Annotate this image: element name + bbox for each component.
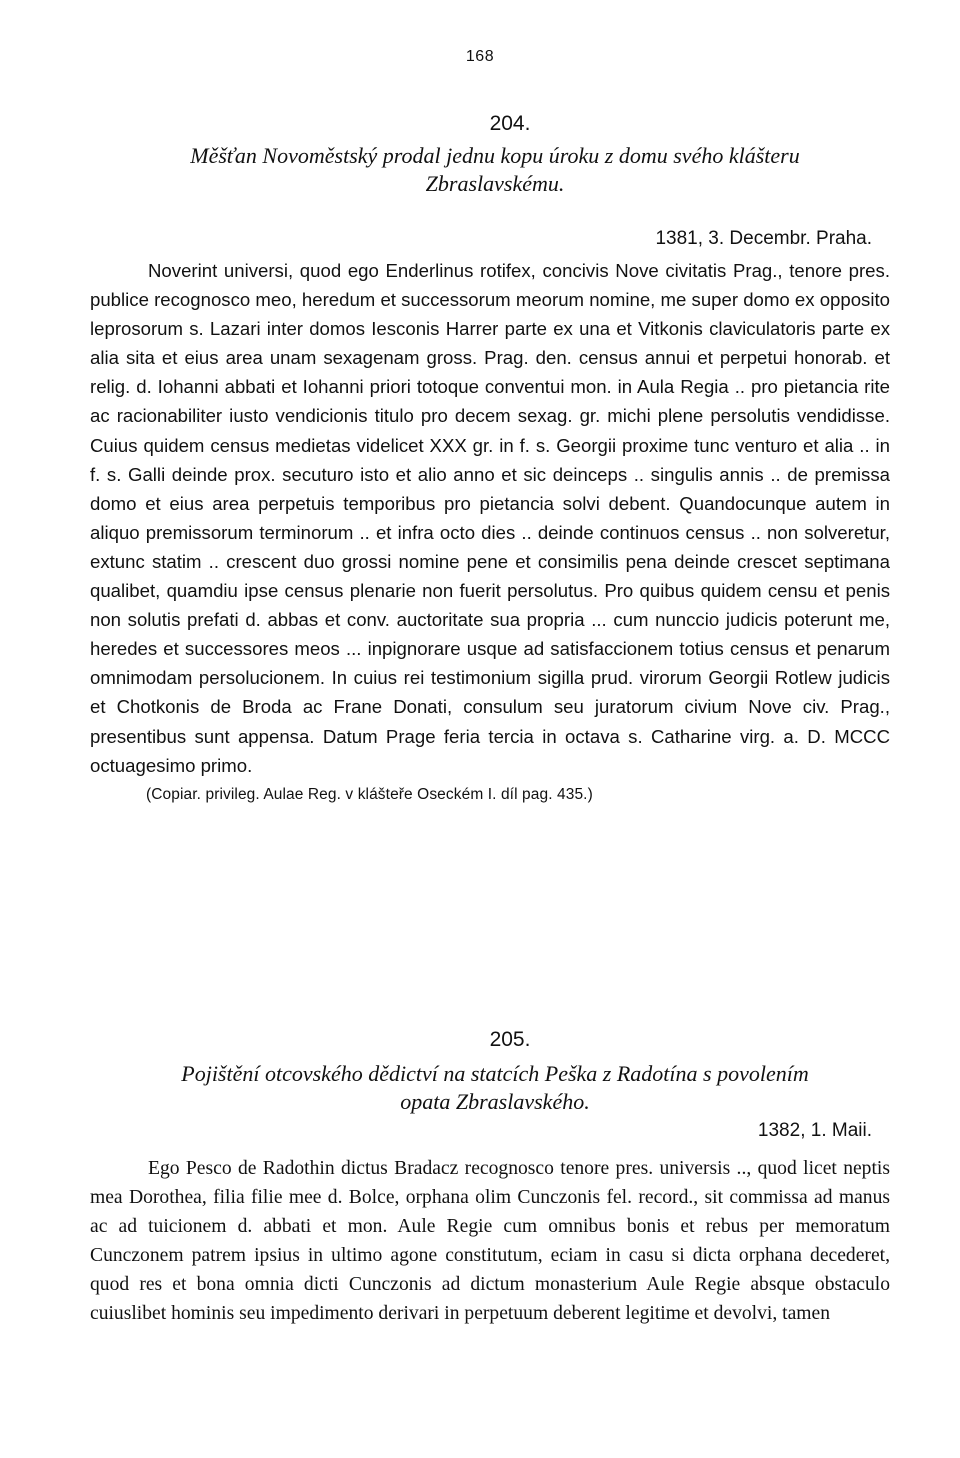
document-title-line-1: Pojištění otcovského dědictví na statcích Peška z Radotína s povolením [181,1061,809,1086]
document-date: 1381, 3. Decembr. Praha. [655,228,872,249]
document-title [90,142,890,198]
document-title-line-1: Měšťan Novoměstský prodal jednu kopu úroku z domu svého klášteru [190,143,800,168]
page-number: 168 [465,48,495,65]
document-body-text: Ego Pesco de Radothin dictus Bradacz recognosco tenore pres. universis .., quod licet neptis mea Dorothea, filia filie mee d. Bolce, orphana olim Cunczonis fel. record., sit commissa ad manus ac ad tuicionem d. abbati et mon. Aule Regie cum omnibus bonis et rebus per memoratum Cunczonem patrem ipsius in ultimo agone constitutum, eciam in casu si dicta orphana decederet, quod res et bona omnia dicti Cunczonis ad dictum monasterium Aule Regie absque obstaculo cuiuslibet hominis seu impedimento derivari in perpetuum deberent legitime et devolvi, tamen [90,1158,890,1325]
document-entry-205 [90,1028,890,1329]
document-title-line-2: opata Zbraslavského. [400,1089,590,1114]
document-title [90,1060,890,1116]
document-entry-204 [90,112,890,804]
document-body-text: Noverint universi, quod ego Enderlinus rotifex, concivis Nove civitatis Prag., tenore pres. publice recognosco meo, heredum et successorum meorum nomine, me super domo ex opposito leprosorum s. Lazari inter domos Iesconis Harrer parte ex una et Vitkonis claviculatoris parte ex alia sita et eius area unam sexagenam gross. Prag. den. census annui et perpetui honorab. et relig. d. Iohanni abbati et Iohanni priori totoque conventui mon. in Aula Regia .. pro pietancia rite ac racionabiliter iusto vendicionis titulo pro decem sexag. gr. michi plene persolutis vendidisse. Cuius quidem census medietas videlicet XXX gr. in f. s. Georgii proxime tunc venturo et alia .. in f. s. Galli deinde prox. secuturo isto et alio anno et sic deinceps .. singulis annis .. de premissa domo et eius area perpetuis temporibus pro pietancia solvi debent. Quandocunque autem in aliquo premissorum terminorum .. et infra octo dies .. deinde continuos census .. non solveretur, extunc statim .. crescent duo grossi nomine pene et consimilis pena deinde crescet septimana qualibet, quamdiu ipse census plenarie non fuerit persolutus. Pro quibus quidem censu et penis non solutis prefati d. abbas et conv. auctoritate sua propria ... cum nunccio judicis poterunt me, heredes et successores meos ... inpignorare usque ad satisfaccionem totius census et penarum omnimodam persolucionem. In cuius rei testimonium sigilla prud. virorum Georgii Rotlew judicis et Chotkonis de Broda ac Frane Donati, consulum seu juratorum civium Nove civ. Prag., presentibus sunt appensa. Datum Prage feria tercia in octava s. Catharine virg. a. D. MCCC octuagesimo primo. [90,260,890,776]
document-number: 205. [489,1028,531,1051]
source-citation: (Copiar. privileg. Aulae Reg. v klášteře Oseckém I. díl pag. 435.) [146,785,593,803]
document-number: 204. [489,112,531,135]
document-date: 1382, 1. Maii. [757,1120,872,1141]
document-title-line-2: Zbraslavskému. [425,171,565,196]
